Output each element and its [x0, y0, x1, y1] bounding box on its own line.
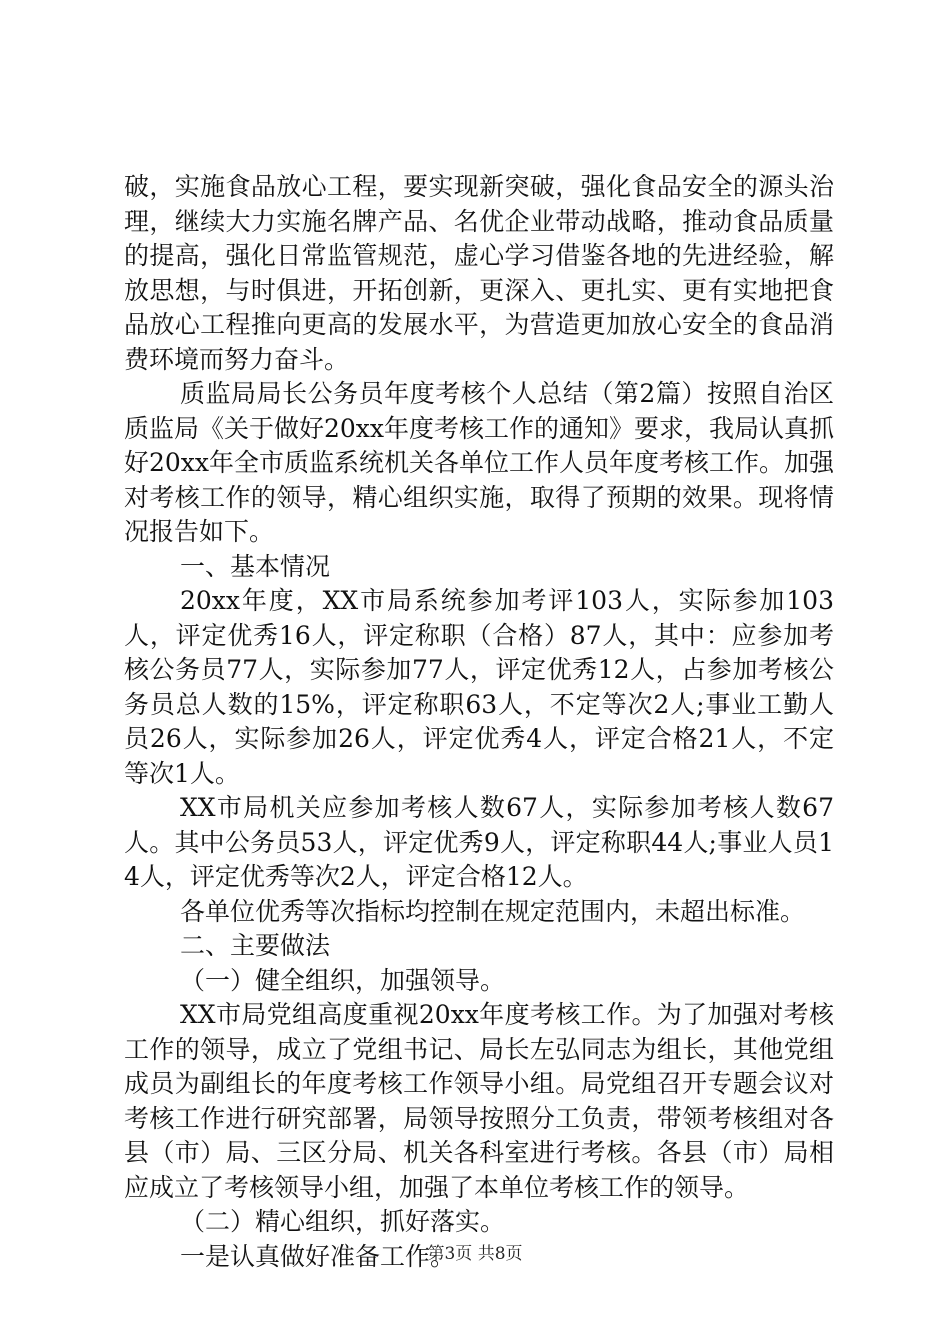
paragraph-statistics: 20xx年度，XX市局系统参加考评103人，实际参加103人，评定优秀16人，评定称职（合格）87人，其中：应参加考核公务员77人，实际参加77人，评定优秀12人，占参加考核公务员总人数的15%，评定称职63人，不定等次2人;事业工勤人员26人，实际参加26人，评定优秀4人，评定合格21人，不定等次1人。 — [124, 586, 834, 788]
section-heading-basic-situation: 一、基本情况 — [180, 551, 331, 581]
paragraph-article-intro: 质监局局长公务员年度考核个人总结（第2篇）按照自治区质监局《关于做好20xx年度考核工作的通知》要求，我局认真抓好20xx年全市质监系统机关各单位工作人员年度考核工作。加强对考核工作的领导，精心组织实施，取得了预期的效果。现将情况报告如下。 — [124, 379, 835, 546]
paragraph-continuation: 破，实施食品放心工程，要实现新突破，强化食品安全的源头治理，继续大力实施名牌产品、名优企业带动战略，推动食品质量的提高，强化日常监管规范，虚心学习借鉴各地的先进经验，解放思想，与时俱进，开拓创新，更深入、更扎实、更有实地把食品放心工程推向更高的发展水平，为营造更加放心安全的食品消费环境而努力奋斗。 — [124, 172, 834, 374]
section-heading-main-practices: 二、主要做法 — [180, 931, 331, 960]
paragraph-preparation: 一是认真做好准备工作。 — [180, 1241, 456, 1271]
document-body — [124, 170, 834, 1274]
paragraph-quota-note: 各单位优秀等次指标均控制在规定范围内，未超出标准。 — [180, 896, 806, 926]
subheading-organization: （一）健全组织，加强领导。 — [180, 965, 506, 995]
paragraph-bureau-statistics: XX市局机关应参加考核人数67人，实际参加考核人数67人。其中公务员53人，评定优秀9人，评定称职44人;事业人员14人，评定优秀等次2人，评定合格12人。 — [124, 793, 834, 891]
page-number-footer: 第3页 共8页 — [427, 1244, 523, 1264]
subheading-implementation: （二）精心组织，抓好落实。 — [180, 1207, 506, 1236]
paragraph-leadership: XX市局党组高度重视20xx年度考核工作。为了加强对考核工作的领导，成立了党组书记、局长左弘同志为组长，其他党组成员为副组长的年度考核工作领导小组。局党组召开专题会议对考核工作进行研究部署，局领导按照分工负责，带领考核组对各县（市）局、三区分局、机关各科室进行考核。各县（市）局相应成立了考核领导小组，加强了本单位考核工作的领导。 — [124, 1000, 834, 1202]
